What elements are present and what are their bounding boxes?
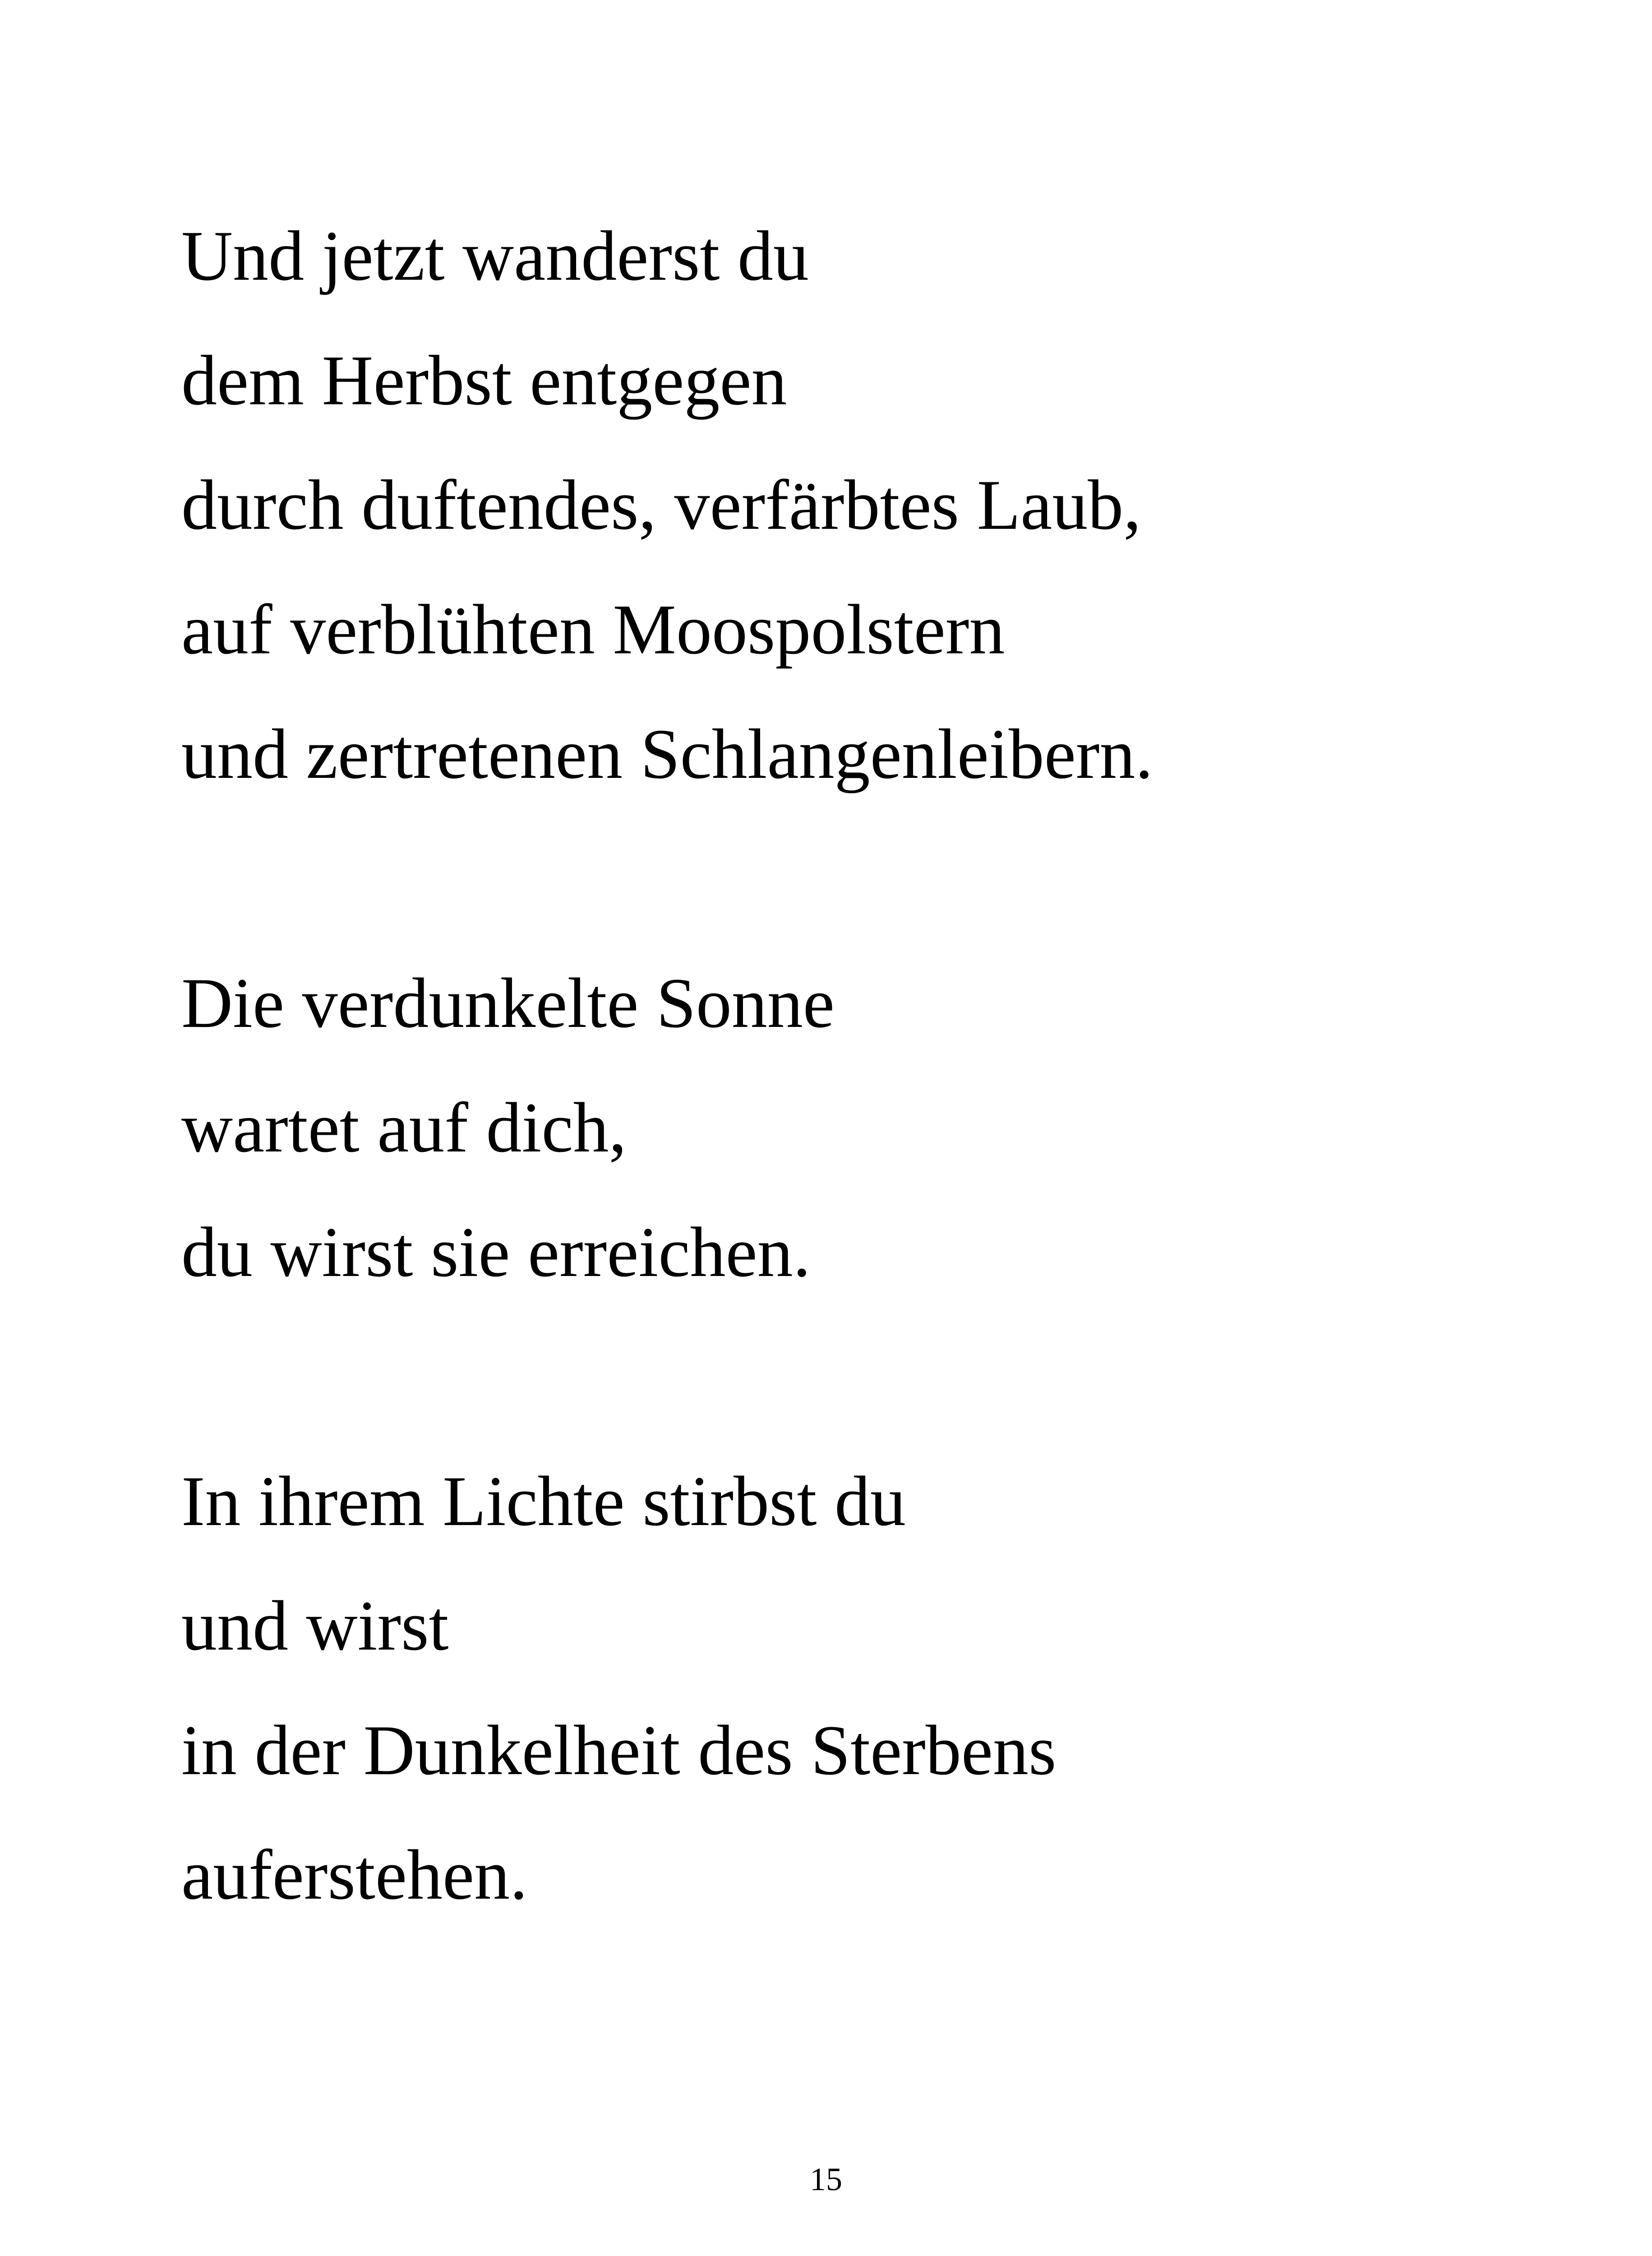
stanza-2 — [181, 941, 1535, 1315]
poem-line: Und jetzt wanderst du — [181, 217, 809, 296]
stanza-3 — [181, 1439, 1535, 1937]
page-number: 15 — [810, 2161, 842, 2197]
poem-line: durch duftendes, verfärbtes Laub, — [181, 466, 1141, 545]
poem-line: Die verdunkelte Sonne — [181, 964, 835, 1043]
stanza-1 — [181, 194, 1535, 817]
stanza-gap — [181, 817, 1535, 941]
poem-line: auferstehen. — [181, 1835, 528, 1914]
poem-line: du wirst sie erreichen. — [181, 1213, 811, 1292]
poem-line: In ihrem Lichte stirbst du — [181, 1462, 906, 1541]
poem-line: wartet auf dich, — [181, 1088, 627, 1167]
stanza-gap — [181, 1315, 1535, 1439]
poem-line: dem Herbst entgegen — [181, 341, 787, 420]
poem — [181, 194, 1535, 1937]
poem-line: in der Dunkelheit des Sterbens — [181, 1711, 1057, 1790]
poem-line: und zertretenen Schlangenleibern. — [181, 715, 1153, 794]
poem-line: auf verblühten Moospolstern — [181, 590, 1005, 669]
poem-line: und wirst — [181, 1586, 449, 1665]
